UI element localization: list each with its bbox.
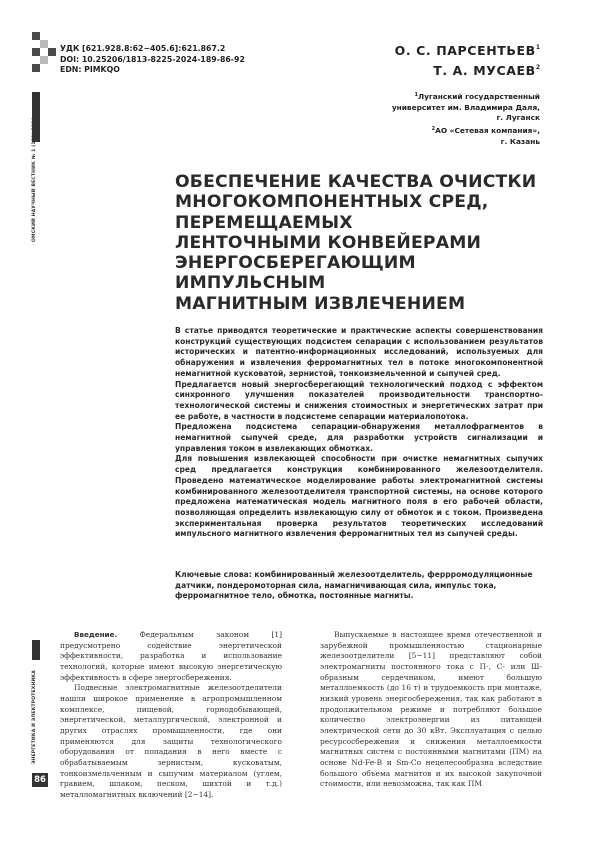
decor-square [32,32,40,40]
journal-running-head: ОМСКИЙ НАУЧНЫЙ ВЕСТНИК № 1 (189) 2024 [32,117,37,242]
intro-text: Федеральным законом [1] предусмотрено содействие энергетической эффективности, разработка и использование технологий, которые имеют высокую энергетическую эффективность в сфере энергосбережения. [60,630,282,682]
decor-square [32,64,40,72]
abstract-paragraph: В статье приводятся теоретические и практические аспекты совершенствования конструкций существующих подсистем сепарации с использованием результатов исторических и патентно-информационных исследований, используемых для обнаружения и извлечения ферромагнитных тел в потоке многокомпонентной немагнитной кусковатой, зернистой, тонкоизмельченной и сыпучей сред. [175,326,543,378]
intro-label: Введение. [74,630,118,639]
author-affiliation-mark: 1 [535,44,540,51]
author-list [395,40,540,79]
title-line: ЭНЕРГОСБЕРЕГАЮЩИМ [175,253,416,274]
decor-square [48,48,56,56]
title-line: ЛЕНТОЧНЫМИ КОНВЕЙЕРАМИ [175,232,482,253]
body-paragraph: Подвесные электромагнитные железоотделители нашли широкое применение в агропромышленном комплексе, пищевой, горнодобывающей, энергетической, металлургической, электронной и других отраслях промышленности, где они применяются для защиты технологического оборудования от попадания в него вместе с обрабатываемым зернистым, кусковатым, тонкоизмельченным и сыпучим материалом (углем, гравием, шлаком, песком, шихтой и т.д.) металломагнитных включений [2−14]. [60,683,282,799]
author [395,40,540,60]
author-name: Т. А. МУСАЕВ [433,62,536,78]
body-paragraph: Выпускаемые в настоящее время отечественной и зарубежной промышленностью стационарные железоотделители [5−11] представляют собой электромагниты постоянного тока с П-, С- или Ш-образным сердечником, имеют большую металлоемкость (до 16 т) и трудоемкость при монтаже, низкий уровень энергосбережения, так как работают в продолжительном режиме и потребляют большое количество электроэнергии из питающей электрической сети до 30 кВт. Эксплуатация с целью ресурсосбережения и снижения металлоемкости магнитных систем с постоянными магнитами (ПМ) на основе Nd-Fe-B и Sm-Co нецелесообразна вследствие большого объема магнитов и их высокой закупочной стоимости, или невозможна, так как ПМ [320,630,542,789]
abstract-paragraph: Предложена подсистема сепарации-обнаружения металлофрагментов в немагнитной сыпучей среде, для разработки устройств сигнализации и управления током в извлекающих обмотках. [175,422,543,453]
edn-code: EDN: PIMKQO [60,65,120,74]
title-line: ОБЕСПЕЧЕНИЕ КАЧЕСТВА ОЧИСТКИ [175,172,537,192]
decor-square [40,40,48,48]
author [395,60,540,80]
abstract [175,326,543,540]
doi-code: DOI: 10.25206/1813-8225-2024-189-86-92 [60,54,245,64]
affiliation-line: АО «Сетевая компания», [435,126,540,135]
article-identifiers [60,44,245,76]
intro-paragraph [60,630,282,683]
article-title [175,172,575,314]
section-running-head: ЭНЕРГЕТИКА И ЭЛЕКТРОТЕХНИКА [32,670,37,764]
body-column-right [320,630,542,790]
udk-code: УДК [621.928.8:62−405.6]:621.867.2 [60,44,226,53]
margin-bar [32,640,40,660]
author-name: О. С. ПАРСЕНТЬЕВ [394,43,536,58]
title-line: МАГНИТНЫМ ИЗВЛЕЧЕНИЕМ [175,293,466,314]
abstract-paragraph: Для повышения извлекающей способности при очистке немагнитных сыпучих сред предлагается конструкция комбинированного железоотделителя. Проведено математическое моделирование работы электромагнитной системы комбинированного железоотделителя транспортной системы, на основе которого предложена математическая модель магнитного поля в его рабочей области, позволяющая определить извлекающую силу от обмоток и с током. Произведена экспериментальная проверка результатов теоретических исследований импульсного магнитного извлечения ферромагнитных тел из сыпучей среды. [175,454,543,539]
title-line: ПЕРЕМЕЩАЕМЫХ [175,212,353,233]
title-line: МНОГОКОМПОНЕНТНЫХ СРЕД, [175,192,489,213]
affiliation-line: университет им. Владимира Даля, [391,102,540,112]
affiliation [432,124,540,147]
affiliation-mark: 2 [431,126,436,132]
author-affiliation-mark: 2 [535,63,540,71]
affiliation-line: г. Казань [500,136,540,146]
keywords: Ключевые слова: комбинированный железоотделитель, феррромодуляционные датчики, пондеромоторная сила, намагничивающая сила, импульс тока, ферромагнитное тело, обмотка, постоянные магниты. [175,570,533,601]
abstract-paragraph: Предлагается новый энергосберегающий технологический подход с эффектом синхронного улучшения показателей производительности транспортно-технологической системы и снижения стоимостных и энергетических затрат при ее работе, в частности в подсистеме сепарации материалопотока. [175,379,543,421]
affiliation [392,90,540,124]
decor-square [32,48,40,56]
affiliation-line: г. Луганск [496,113,540,123]
title-line: ИМПУЛЬСНЫМ [175,273,326,294]
page-number: 86 [32,773,48,787]
decor-square [40,56,48,64]
affiliation-mark: 1 [414,92,418,98]
body-column-left [60,630,282,801]
affiliation-line: Луганский государственный [417,92,540,101]
